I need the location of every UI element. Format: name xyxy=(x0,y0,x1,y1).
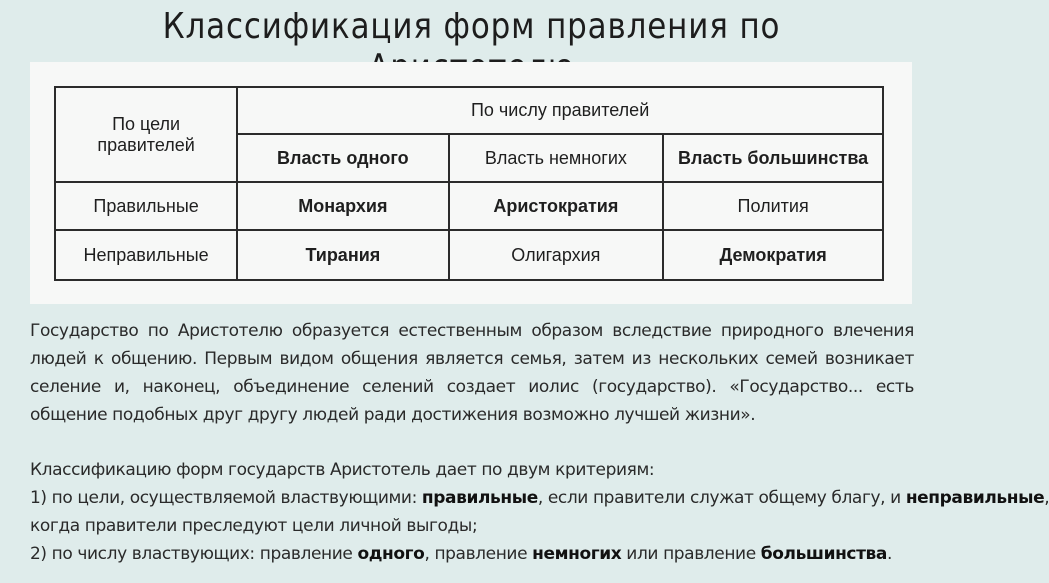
criteria-one-cont: когда правители преследуют цели личной выгоды; xyxy=(30,516,478,536)
criteria-one xyxy=(30,484,1049,512)
keyword-correct: правильные xyxy=(421,488,538,508)
row-header-correct: Правильные xyxy=(55,182,237,230)
text-span: , xyxy=(1044,488,1049,508)
table-row xyxy=(55,182,883,230)
classification-table xyxy=(54,86,884,281)
table-cell: Олигархия xyxy=(449,230,664,280)
table-group-header: По числу правителей xyxy=(237,87,883,134)
table-cell: Демократия xyxy=(663,230,883,280)
keyword-few: немногих xyxy=(532,544,622,564)
text-span: или правление xyxy=(621,544,761,564)
classification-table-figure xyxy=(30,62,912,304)
table-cell: Монархия xyxy=(237,182,448,230)
text-span: , правление xyxy=(424,544,533,564)
text-span: , если правители служат общему благу, и xyxy=(537,488,906,508)
column-header-many: Власть большинства xyxy=(663,134,883,182)
table-cell: Полития xyxy=(663,182,883,230)
paragraph-state-origin: Государство по Аристотелю образуется естественным образом вследствие природного влечения людей к общению. Первым видом общения является семья, затем из нескольких семей возникает селение и, наконец, объединение селений создает иолис (государство). «Государство... есть общение подобных друг другу людей ради достижения возможно лучшей жизни». xyxy=(30,321,914,425)
criteria-intro: Классификацию форм государств Аристотель дает по двум критериям: xyxy=(30,460,655,480)
keyword-one: одного xyxy=(357,544,425,564)
table-cell: Тирания xyxy=(237,230,448,280)
table-row xyxy=(55,230,883,280)
row-header-incorrect: Неправильные xyxy=(55,230,237,280)
page-title: Классификация форм правления по xyxy=(162,6,781,47)
column-header-one: Власть одного xyxy=(237,134,448,182)
text-span: 2) по числу властвующих: правление xyxy=(30,544,358,564)
paragraph-criteria xyxy=(30,456,1049,568)
column-header-few: Власть немногих xyxy=(449,134,664,182)
table-cell: Аристократия xyxy=(449,182,664,230)
keyword-incorrect: неправильные xyxy=(905,488,1045,508)
table-corner-header: По цели правителей xyxy=(55,87,237,182)
text-span: . xyxy=(887,544,893,564)
criteria-two xyxy=(30,540,914,568)
text-span: 1) по цели, осуществляемой властвующими: xyxy=(30,488,422,508)
keyword-many: большинства xyxy=(760,544,887,564)
